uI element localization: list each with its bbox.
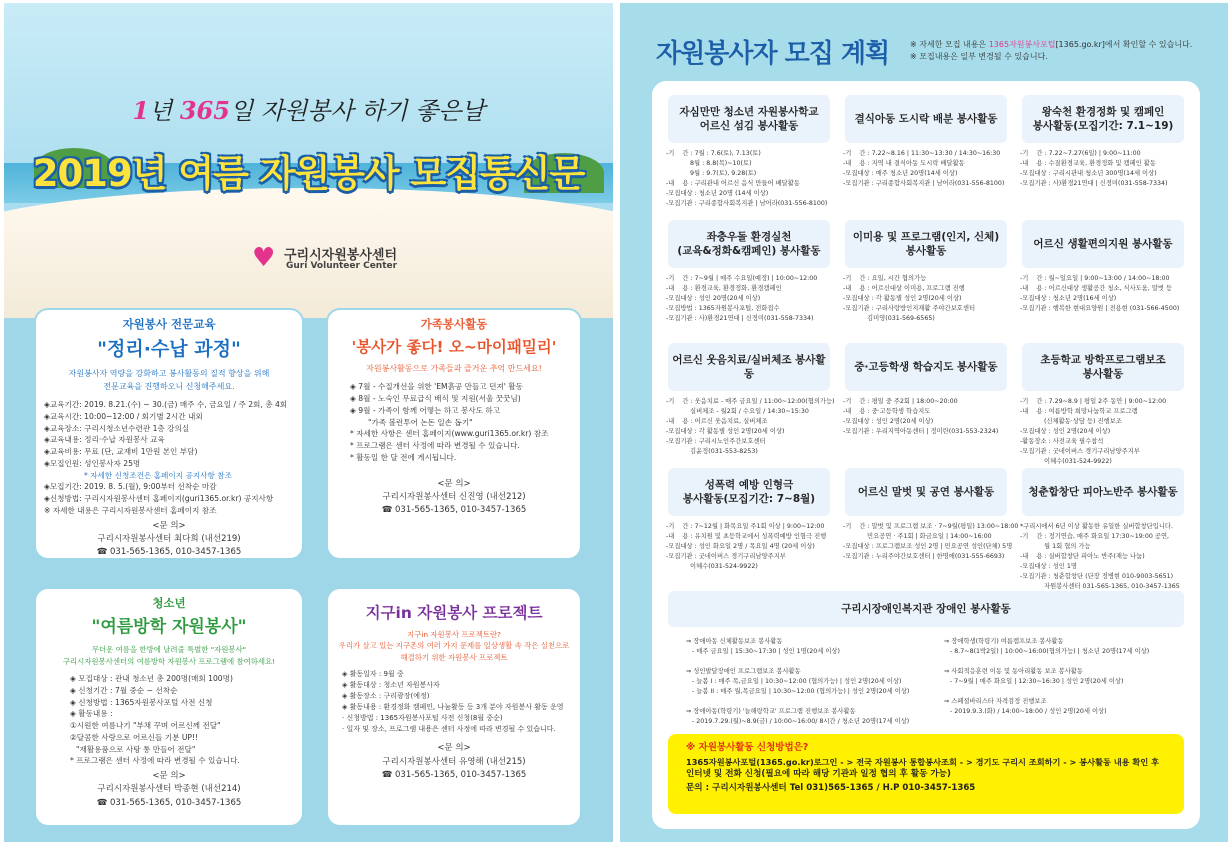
desc-line: 우리가 살고 있는 지구촌의 여러 가지 문제를 일상생활 속 작은 실천으로 해결하기 위한 자원봉사 프로젝트 — [338, 641, 570, 662]
program-title: 어르신 웃음치료/실버체조 봉사활동 — [668, 343, 830, 391]
program-title: 왕숙천 환경정화 및 캠페인 봉사활동(모집기간: 7.1~19) — [1022, 95, 1184, 143]
card-details — [44, 673, 294, 767]
card-description — [336, 629, 572, 663]
center-logo — [252, 241, 412, 281]
desc-line: 전문교육을 진행하오니 신청해주세요. — [103, 381, 235, 391]
left-page — [4, 3, 613, 842]
desc-line: 구리시자원봉사센터의 여름방학 자원봉사 프로그램에 참여하세요! — [62, 656, 276, 666]
program-title: 어르신 말벗 및 공연 봉사활동 — [845, 468, 1007, 516]
detail-item: ◈ 9월 - 가족이 함께 어떻는 하고 봉사도 하고 — [350, 405, 501, 415]
card-education — [34, 308, 304, 560]
program-details — [843, 397, 998, 437]
program-detail-line: *구리시에서 6년 이상 활동한 유일한 실버합창단입니다. — [1020, 523, 1173, 530]
program-detail-line: -기 간 : 웃음치료 - 매주 금요일 / 11:00~12:00(협의가능) — [666, 398, 835, 405]
program-detail-line: -기 간 : 7.22~8.16 | 11:30~13:30 / 14:30~16:30 — [843, 150, 1001, 157]
apply-line: 인터넷 및 전화 신청(필요에 따라 해당 기관과 일정 협의 후 활동 가능) — [686, 769, 951, 780]
apply-line: 1365자원봉사포털(1365.go.kr)로그인 - > 전국 자원봉사 통합봉사조회 - > 경기도 구리시 조회하기 - > 봉사활동 내용 확인 후 — [686, 756, 1159, 767]
notice — [910, 39, 1192, 63]
program-detail-line: -모집기관 : 청춘합창단 (단장 정병현 010-9003-5651) — [1020, 573, 1174, 581]
contact-heading: <문 의> — [152, 771, 186, 782]
program-detail-line: 실버체조 - 월2회 / 수요일 / 14:30~15:30 — [666, 408, 809, 416]
program-detail-line: -모집대상 : 청소년 20명 (14세 이상) — [666, 190, 769, 198]
contact-info — [336, 742, 572, 782]
disabled-detail-line: ⇒ 스페셜바리스타 자격검정 진행보조 — [944, 698, 1047, 706]
card-details — [336, 669, 572, 734]
detail-item: ◈ 8월 - 노숙인 무료급식 배식 및 지원(서울 꿋꿋님) — [350, 393, 521, 403]
detail-item: ◈교육장소: 구리시청소년수련관 1층 강의실 — [44, 423, 190, 433]
disabled-detail-line — [944, 687, 1149, 697]
disabled-detail-line: - 2019.9.3.(화) / 14:00~18:00 / 성인 2명(20세 이상) — [944, 708, 1107, 716]
program-detail-line: -내 용 : 유치원 및 초등학교에서 성폭력예방 인형극 진행 — [666, 533, 827, 541]
contact-phone: ☎ 031-565-1365, 010-3457-1365 — [96, 797, 242, 808]
detail-item: · 일자 및 장소, 프로그램 내용은 센터 사정에 따라 변경될 수 있습니다. — [342, 724, 556, 733]
disabled-program-left — [686, 637, 909, 727]
program-detail-line: -기 간 : 7.22~7.27(6일) | 9:00~11:00 — [1020, 150, 1141, 157]
contact-info — [336, 478, 572, 518]
program-detail-line: 이혜수(031-524-9922) — [666, 563, 758, 571]
program-title: 성폭력 예방 인형극 봉사활동(모집기간: 7~8월) — [668, 468, 830, 516]
detail-item: * 자세한 신청조건은 홈페이지 공지사항 참조 — [84, 470, 232, 480]
apply-info-box — [668, 734, 1184, 814]
contact-person: 구리시자원봉사센터 신진영 (내선212) — [382, 491, 526, 502]
program-detail-line: -내 용 : 환경교육, 환경정화, 환경캠페인 — [666, 285, 782, 293]
program-detail-line: -모집기관 : 구리종합사회복지관 | 남어라(031-556-8100) — [843, 180, 1005, 188]
program-detail-line: -내 용 : 어르신대상 이미용, 프로그램 진행 — [843, 285, 965, 293]
program-detail-line: 김미영(031-569-6565) — [843, 315, 935, 323]
program-detail-line: 9월 : 9.7(토), 9.28(토) — [666, 170, 757, 178]
program-detail-line: 이혜수(031-524-9922) — [1020, 458, 1112, 466]
contact-person: 구리시자원봉사센터 박종현 (내선214) — [97, 784, 241, 795]
card-title: "여름방학 자원봉사" — [91, 616, 247, 637]
detail-item: ◈모집인원: 성인봉사자 25명 — [44, 458, 141, 468]
logo-text-en: Guri Volunteer Center — [286, 261, 398, 271]
apply-title: ※ 자원봉사활동 신청방법은? — [686, 742, 809, 753]
detail-item: "가족 볼런투어 논돈 일손 돕기" — [368, 417, 473, 427]
slogan-part: 1 — [132, 96, 150, 125]
program-detail-line: -모집대상 : 성인 1명 — [1020, 563, 1077, 571]
contact-info — [44, 520, 294, 560]
program-details — [666, 274, 817, 324]
contact-heading: <문 의> — [437, 478, 471, 489]
program-detail-line: -내 용 : 실버합창단 피아노 반주(재능 나눔) — [1020, 553, 1145, 561]
program-detail-line: -모집대상 : 각 활동별 성인 2명(20세 이상) — [666, 428, 785, 436]
card-details — [44, 399, 294, 517]
program-detail-line: -모집대상 : 청소년 2명(16세 이상) — [1020, 295, 1117, 303]
detail-item: ◈ 모집대상 : 관내 청소년 총 200명(매회 100명) — [70, 674, 233, 684]
detail-item: "재활용품으로 사탕 통 만들어 전달" — [76, 744, 196, 754]
program-details — [1020, 149, 1168, 189]
program-detail-line: -모집대상 : 각 활동별 성인 2명(20세 이상) — [843, 295, 962, 303]
card-description — [44, 644, 294, 667]
detail-item: * 프로그램은 센터 사정에 따라 변경될 수 있습니다. — [70, 756, 240, 766]
detail-item: * 프로그램은 센터 사정에 따라 변경될 수 있습니다. — [350, 441, 520, 451]
detail-item: ◈ 활동내용 : 환경정화 캠페인, 나눔활동 등 3개 분야 자원봉사 활동 운영 — [342, 702, 564, 711]
program-details — [666, 397, 835, 457]
program-details — [666, 149, 827, 209]
card-title: '봉사가 좋다! 오~마이패밀리' — [351, 337, 557, 356]
program-details — [1020, 522, 1180, 592]
disabled-program-title: 구리시장애인복지관 장애인 봉사활동 — [668, 591, 1184, 627]
heart-logo-icon: ♥ — [252, 243, 276, 273]
program-detail-line: -내 용 : 여름방학 희망나눔학교 프로그램 — [1020, 408, 1138, 416]
disabled-detail-line — [944, 657, 1149, 667]
contact-phone: ☎ 031-565-1365, 010-3457-1365 — [381, 504, 527, 515]
notice-link: 1365자원봉사포털 — [988, 40, 1056, 49]
slogan-part: 365 — [179, 96, 230, 125]
program-detail-line: -내 용 : 구리관내 어르신 음식 만들어 배달활동 — [666, 180, 800, 188]
detail-item: ※ 자세한 내용은 구리시자원봉사센터 홈페이지 참조 — [44, 505, 217, 515]
detail-item: ◈교육내용: 정리·수납 자원봉사 교육 — [44, 435, 165, 445]
program-title: 초등학교 방학프로그램보조 봉사활동 — [1022, 343, 1184, 391]
slogan-part: 일 자원봉사 하기 좋은날 — [229, 97, 485, 125]
program-detail-line: -모집대상 : 성인 2명(20세 이상) — [843, 418, 934, 426]
desc-line: 무더운 여름을 한방에 날려줄 특별한 "자원봉사" — [91, 645, 247, 655]
detail-item: ◈ 활동일자 : 9월 중 — [342, 670, 404, 679]
program-detail-line: -기 간 : 정기연습, 매주 화요일 17:30~19:00 공연, — [1020, 533, 1170, 541]
detail-item: ◈교육비용: 무료 (단, 교재비 1만원 본인 부담) — [44, 447, 198, 457]
program-detail-line: -모집기관 : 굿네이버스 경기구리남양주지부 — [1020, 448, 1140, 456]
program-details — [843, 522, 1018, 562]
program-details — [843, 149, 1004, 189]
disabled-detail-line: - 늘봄 II : 매주 월,목금요일 | 10:30~12:00 (협의가능) | 성인 2명(20세 이상) — [686, 688, 910, 696]
program-details — [843, 274, 975, 324]
disabled-detail-line: ⇒ 장애아동 신체활동보조 봉사활동 — [686, 638, 783, 645]
detail-item: ◈ 활동장소 : 구리광장(예정) — [342, 692, 430, 701]
disabled-detail-line — [686, 657, 909, 667]
program-detail-line: -기 간 : 평일 중 주2회 | 18:00~20:00 — [843, 398, 958, 405]
program-detail-line: -내 용 : 수질환경교육, 환경정화 및 캠페인 활동 — [1020, 160, 1156, 168]
disabled-detail-line: - 매주 금요일 | 15:30~17:30 | 성인 1명(20세 이상) — [686, 648, 840, 656]
detail-item: * 활동일 한 달 전에 게시됩니다. — [350, 452, 457, 462]
card-youth — [34, 587, 304, 827]
disabled-detail-line: ⇒ 장애학생(학령기) 여름캠프보조 봉사활동 — [944, 638, 1064, 645]
program-detail-line: -모집기관 : 구리시노인주간보호센터 — [666, 438, 766, 446]
program-title: 중·고등학생 학습지도 봉사활동 — [845, 343, 1007, 391]
detail-item: ◈ 7월 - 수질개선을 위한 'EM흙공 만들고 던져' 활동 — [350, 382, 523, 392]
card-description: 자원봉사활동으로 가족들과 즐거운 추억 만드세요! — [366, 363, 542, 373]
program-detail-line: -모집기관 : 굿네이버스 경기구리남양주지부 — [666, 553, 786, 561]
detail-item: ◈ 활동대상 : 청소년 자원봉사자 — [342, 681, 440, 690]
card-subtitle: 청소년 — [152, 596, 186, 610]
contact-phone: ☎ 031-565-1365, 010-3457-1365 — [96, 547, 242, 558]
disabled-detail-line: ⇒ 장애아동(학령기) '늘해랑학교' 프로그램 진행보조 봉사활동 — [686, 708, 856, 716]
desc-line: 지구in 자원봉사 프로젝트란? — [407, 630, 501, 640]
contact-phone: ☎ 031-565-1365, 010-3457-1365 — [381, 769, 527, 780]
program-detail-line: -모집기관 : 구리종합사회복지관 | 남어라(031-556-8100) — [666, 200, 828, 208]
card-title: "정리·수납 과정" — [97, 337, 241, 360]
program-detail-line: -내 용 : 어르신대상 생활공간 청소, 식사도움, 말벗 등 — [1020, 285, 1173, 293]
program-detail-line: -기 간 : 말벗 및 프로그램 보조 · 7~9월(평일) 13:00~18:00 — [843, 523, 1019, 530]
program-title: 어르신 생활편의지원 봉사활동 — [1022, 220, 1184, 268]
disabled-detail-line: - 7~9월 | 매주 화요일 | 12:30~16:30 | 성인 2명(20세 이상) — [944, 678, 1124, 686]
detail-item: ◈ 활동내용 : — [70, 709, 113, 719]
program-detail-line: 김윤정(031-553-8253) — [666, 448, 758, 456]
detail-item: ②달콤한 사랑으로 어르신들 기분 UP!! — [70, 732, 199, 742]
program-detail-line: -모집기관 : 행복한 현대요양원 | 전용현 (031-566-4500) — [1020, 305, 1180, 313]
detail-item: ◈교육기간: 2019. 8.21.(수) ~ 30.(금) 매주 수, 금요일 / 주 2회, 총 4회 — [44, 400, 288, 410]
logo-text-ko: 구리시자원봉사센터 — [284, 248, 398, 263]
apply-contact: 문의 : 구리시자원봉사센터 Tel 031)565-1365 / H.P 010-3457-1365 — [686, 782, 976, 793]
program-detail-line: -활동장소 : 사전교육 필수참석 — [1020, 438, 1104, 446]
card-description — [44, 368, 294, 393]
disabled-program-right — [944, 637, 1149, 717]
program-detail-line: -기 간 : 월~일요일 | 9:00~13:00 / 14:00~18:00 — [1020, 275, 1170, 282]
program-title: 이미용 및 프로그램(인지, 신체) 봉사활동 — [845, 220, 1007, 268]
page-title: 자원봉사자 모집 계획 — [656, 39, 890, 69]
program-detail-line: 월 1회 협의 가능 — [1020, 543, 1091, 551]
program-detail-line: -모집기관 : 구리사랑방인지재활 주야간보호센터 — [843, 305, 976, 313]
program-title: 자심만만 청소년 자원봉사학교 어르신 섬김 봉사활동 — [668, 95, 830, 143]
program-detail-line: -모집방법 : 1365자원봉사포털, 전화접수 — [666, 305, 780, 313]
program-detail-line: -기 간 : 7~9월 | 매주 수요일(예정) | 10:00~12:00 — [666, 275, 818, 282]
program-title: 좌충우돌 환경실천 (교육&정화&캠페인) 봉사활동 — [668, 220, 830, 268]
contact-heading: <문 의> — [152, 520, 186, 531]
program-detail-line: -모집기관 : 사)환경21연대 | 신정미(031-558-7334) — [1020, 180, 1168, 188]
slogan — [4, 91, 613, 126]
notice-line — [910, 39, 1192, 51]
detail-item: ◈ 신청기간 : 7월 중순 ~ 선착순 — [70, 685, 178, 695]
program-details — [1020, 397, 1166, 467]
program-detail-line: -기 간 : 7~12월 | 화목요일 주1회 이상 | 9:00~12:00 — [666, 523, 825, 530]
detail-item: ◈신청방법: 구리시자원봉사센터 홈페이지(guri1365.or.kr) 공지사항 — [44, 494, 274, 504]
detail-item: · 신청방법 : 1365자원봉사포털 사전 신청(8월 중순) — [342, 713, 503, 722]
program-detail-line: -내 용 : 어르신 웃음치료, 실버체조 — [666, 418, 768, 426]
card-subtitle: 자원봉사 전문교육 — [122, 317, 216, 331]
program-detail-line: 자원봉사센터 031-565-1365, 010-3457-1365 — [1020, 583, 1180, 591]
program-detail-line: -모집대상 : 매주 청소년 20명(14세 이상) — [843, 170, 958, 178]
disabled-detail-line: - 늘봄 I : 매주 목,금요일 | 10:30~12:00 (협의가능) | 성인 2명(20세 이상) — [686, 678, 902, 686]
detail-item: ①시원한 여름나기 "부채 꾸며 어르신께 전달" — [70, 721, 221, 731]
program-detail-line: -모집대상 : 성인 2명(20세 이상) — [1020, 428, 1111, 436]
program-detail-line: -모집대상 : 구리시관내 청소년 300명(14세 이상) — [1020, 170, 1157, 178]
contact-info — [44, 770, 294, 810]
program-details — [666, 522, 826, 572]
desc-line: 자원봉사자 역량을 강화하고 봉사활동의 질적 향상을 위해 — [68, 369, 270, 379]
program-detail-line: -모집대상 : 성인 20명(20세 이상) — [666, 295, 761, 303]
card-subtitle: 가족봉사활동 — [420, 317, 488, 331]
notice-text: [1365.go.kr]에서 확인할 수 있습니다. — [1055, 40, 1193, 49]
right-page — [620, 3, 1228, 842]
program-title: 청춘합창단 피아노반주 봉사활동 — [1022, 468, 1184, 516]
program-detail-line: 8월 : 8.8(목)~10(토) — [666, 160, 752, 168]
main-title: 2019년 여름 자원봉사 모집통신문 — [32, 152, 585, 195]
slogan-part: 년 — [149, 97, 180, 125]
program-detail-line: -모집기관 : 우리지역아동센터 | 정미란(031-553-2324) — [843, 428, 999, 436]
detail-item: * 자세한 사항은 센터 홈페이지(www.guri1365.or.kr) 참조 — [350, 429, 549, 439]
program-panel — [652, 81, 1200, 829]
program-detail-line: -모집기관 : 누리주야간보호센터 | 한명애(031-555-6693) — [843, 553, 1005, 561]
program-detail-line: -기 간 : 7.29~8.9 | 평일 2주 동안 | 9:00~12:00 — [1020, 398, 1167, 405]
program-detail-line: -기 간 : 7월 : 7.6(토), 7.13(토) — [666, 150, 761, 157]
program-detail-line: -내 용 : 중·고등학생 학습지도 — [843, 408, 931, 416]
card-earth-project — [326, 587, 582, 827]
program-detail-line: -모집대상 : 프로그램보조 성인 2명 | 민요공연 성인(단체) 5명 — [843, 543, 1013, 551]
card-family — [326, 308, 582, 560]
program-detail-line: (신체활동·상담 등) 진행보조 — [1020, 418, 1122, 426]
card-title: 지구in 자원봉사 프로젝트 — [365, 604, 543, 622]
program-detail-line: -기 간 : 요일, 시간 협의가능 — [843, 275, 927, 282]
program-detail-line: 민요공연 · 주1회 | 화금요일 | 14:00~16:00 — [843, 533, 992, 541]
disabled-detail-line: ⇒ 성인발달장애인 프로그램보조 봉사활동 — [686, 668, 801, 676]
disabled-detail-line: - 8.7~8(1박2일) | 10:00~16:00(협의가능) | 청소년 20명(17세 이상) — [944, 648, 1150, 656]
program-detail-line: -내 용 : 지역 내 결식아동 도시락 배달활동 — [843, 160, 965, 168]
detail-item: ◈모집기간: 2019. 8. 5.(월), 9:00부터 선착순 마감 — [44, 482, 217, 492]
disabled-detail-line: - 2019.7.29.(월)~8.9(금) / 10:00~16:00/ 8시간 / 청소년 20명(17세 이상) — [686, 718, 910, 726]
contact-heading: <문 의> — [437, 743, 471, 754]
contact-person: 구리시자원봉사센터 유영해 (내선215) — [382, 756, 526, 767]
program-details — [1020, 274, 1179, 314]
program-detail-line: -모집대상 : 성인 화요일 2명 / 목요일 4명 (20세 이상) — [666, 543, 815, 551]
disabled-detail-line: ⇒ 사회적응훈련 이동 및 동아리활동 보조 봉사활동 — [944, 668, 1083, 676]
disabled-detail-line — [686, 697, 909, 707]
program-detail-line: -모집기관 : 사)환경21연대 | 신정미(031-558-7334) — [666, 315, 814, 323]
card-details — [336, 381, 572, 463]
notice-text: ※ 자세한 모집 내용은 — [910, 40, 989, 49]
detail-item: ◈ 신청방법 : 1365자원봉사포털 사전 신청 — [70, 697, 213, 707]
notice-line: ※ 모집내용은 일부 변경될 수 있습니다. — [910, 52, 1048, 61]
contact-person: 구리시자원봉사센터 최다희 (내선219) — [97, 533, 241, 544]
program-title: 결식아동 도시락 배분 봉사활동 — [845, 95, 1007, 143]
detail-item: ◈교육시간: 10:00~12:00 / 회기별 2시간 내외 — [44, 411, 203, 421]
